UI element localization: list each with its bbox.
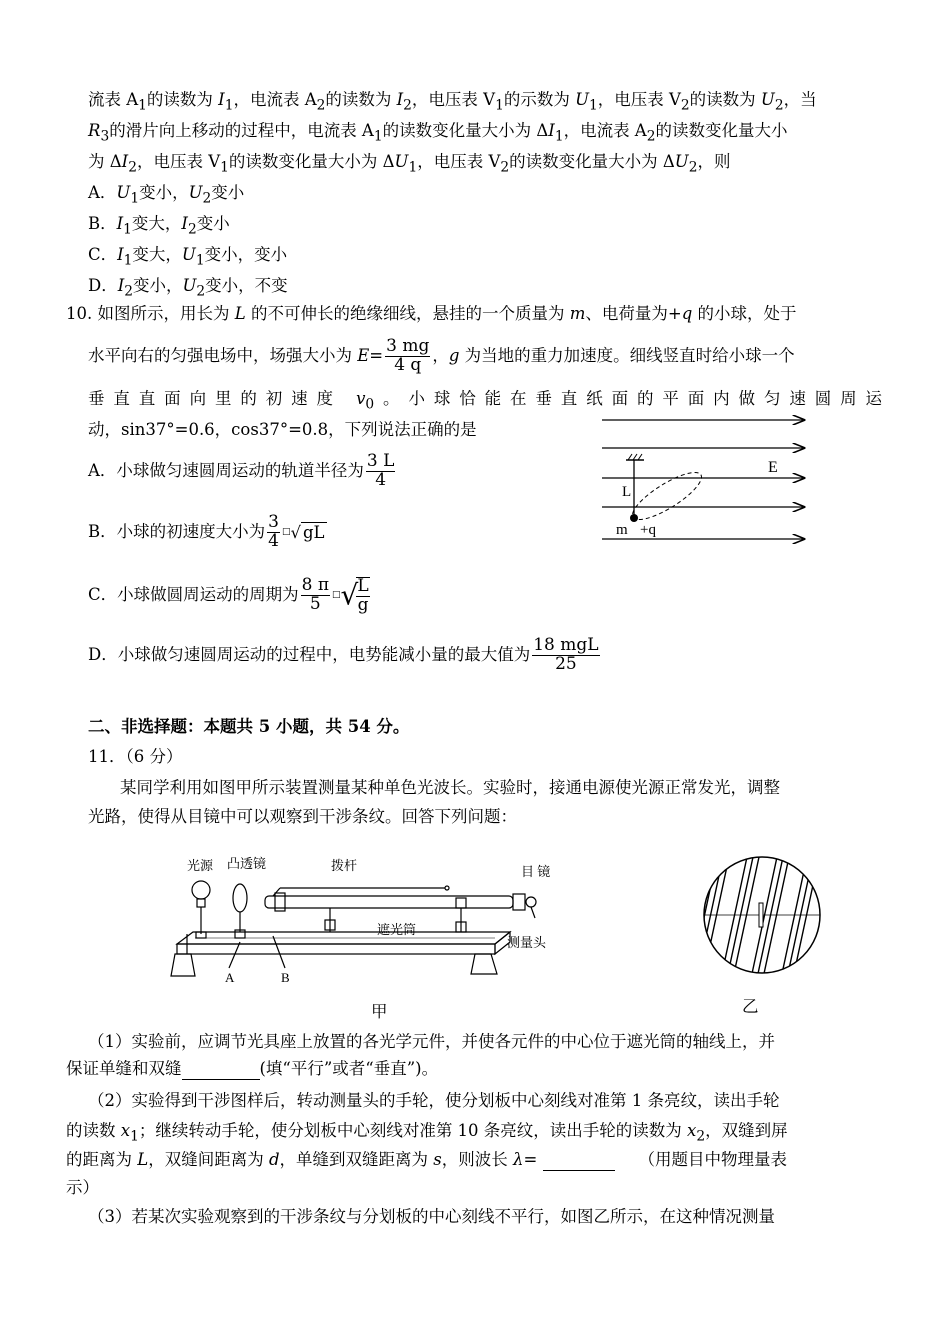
sqrt-l-over-g: √ $\frac{L}{g}$ — [340, 575, 369, 615]
q9-option-b: B．$I_1$变大，$I_2$变小 — [88, 214, 230, 238]
q11-part1-line2: 保证单缝和双缝 (填“平行”或者“垂直”)。 — [66, 1059, 439, 1078]
q10-option-b: B．小球的初速度大小为 $\frac{3}{4}$ □√ gL — [88, 508, 327, 557]
orbit-ellipse — [627, 465, 708, 528]
convex-lens — [233, 884, 247, 938]
interference-fringe-figure — [700, 853, 824, 977]
label-q: +q — [640, 522, 656, 538]
q11-title: 11．（6 分） — [88, 747, 183, 766]
label-eyepiece: 目 镜 — [521, 864, 551, 879]
answer-blank-1[interactable] — [182, 1061, 260, 1080]
q10-option-a: A．小球做匀速圆周运动的轨道半径为 $\frac{3 L}{4}$ — [88, 451, 395, 490]
q11-intro-1: 某同学利用如图甲所示装置测量某种单色光波长。实验时，接通电源使光源正常发光，调整 — [120, 778, 780, 797]
q11-part2-line4: 示） — [66, 1178, 99, 1197]
period-fraction: $\frac{8 \pi}{5}$ — [301, 575, 330, 614]
optical-bench — [171, 932, 510, 976]
label-a: A — [225, 970, 235, 985]
q9-option-d: D．$I_2$变小，$U_2$变小，不变 — [88, 276, 288, 300]
q11-intro-2: 光路，使得从目镜中可以观察到干涉条纹。回答下列问题： — [88, 807, 517, 826]
label-e: E — [768, 459, 778, 476]
figure-yi-caption: 乙 — [742, 997, 759, 1016]
q11-part1-line1: （1）实验前，应调节光具座上放置的各光学元件，并使各元件的中心位于遮光筒的轴线上，并 — [88, 1032, 775, 1051]
label-convex-lens: 凸透镜 — [227, 856, 267, 871]
q9-line-1: 流表 $A_1$的读数为 $I_1$，电流表 $A_2$的读数为 $I_2$，电压表 $V_1$的示数为 $U_1$，电压表 $V_2$的读数为 $U_2$，当 — [88, 90, 817, 114]
section-2-heading: 二、非选择题：本题共 5 小题，共 54 分。 — [88, 717, 410, 736]
energy-fraction: $\frac{\text{18 mgL}}{25}$ — [533, 635, 599, 674]
answer-blank-2[interactable] — [543, 1152, 615, 1171]
q10-line-4: 动，sin37°=0.6，cos37°=0.8，下列说法正确的是 — [88, 420, 477, 439]
label-b: B — [281, 970, 290, 985]
ceiling-support — [626, 454, 644, 460]
light-bulb — [192, 881, 210, 938]
q9-line-2: $R_3$的滑片向上移动的过程中，电流表 $A_1$的读数变化量大小为 $\Delta I_1$，电流表 $A_2$的读数变化量大小 — [88, 121, 788, 145]
label-m: m — [616, 522, 628, 538]
figure-jia-caption: 甲 — [371, 1002, 388, 1021]
field-strength-fraction: $\frac{3 mg}{4 q}$ — [386, 336, 430, 375]
q10-option-d: D．小球做匀速圆周运动的过程中，电势能减小量的最大值为 $\frac{\text{18 mgL}}{25}$ — [88, 635, 599, 674]
q10-line-2: 水平向右的匀强电场中，场强大小为 E= $\frac{3 mg}{4 q}$ ，g 为当地的重力加速度。细线竖直时给小球一个 — [88, 336, 795, 375]
radius-fraction: $\frac{3 L}{4}$ — [366, 451, 395, 490]
q11-part2-line1: （2）实验得到干涉图样后，转动测量头的手轮，使分划板中心刻线对准第 1 条亮纹，读出手轮 — [88, 1091, 780, 1110]
label-lever: 拨杆 — [331, 858, 358, 873]
charged-ball — [630, 514, 638, 522]
speed-fraction: $\frac{3}{4}$ — [268, 512, 279, 551]
electric-field-diagram — [600, 408, 812, 550]
q9-option-a: A．$U_1$变小，$U_2$变小 — [88, 183, 245, 207]
q10-option-c: C．小球做圆周运动的周期为 $\frac{8 \pi}{5}$ □√ $\frac{L}{g}$ — [88, 566, 372, 625]
q10-line-3: 垂直直面向里的初速度 $v_0$。小球恰能在垂直纸面的平面内做匀速圆周运 — [88, 389, 883, 413]
label-light-source: 光源 — [187, 858, 214, 873]
q11-part2-line2: 的读数 $x_1$；继续转动手轮，使分划板中心刻线对准第 10 条亮纹，读出手轮的读数为 $x_2$，双缝到屏 — [66, 1121, 788, 1145]
label-light-tube: 遮光筒 — [377, 922, 417, 937]
sqrt-gl: √ gL — [290, 522, 325, 542]
q11-part2-line3: 的距离为 L，双缝间距离为 d，单缝到双缝距离为 s，则波长 λ= （用题目中物理量表 — [66, 1150, 788, 1169]
q9-line-3: 为 $\Delta I_2$，电压表 $V_1$的读数变化量大小为 $\Delta U_1$，电压表 $V_2$的读数变化量大小为 $\Delta U_2$，则 — [88, 152, 731, 176]
q10-line-1: 10. 如图所示，用长为 L 的不可伸长的绝缘细线，悬挂的一个质量为 m、电荷量为+q 的小球，处于 — [66, 304, 797, 323]
label-measuring-head: 测量头 — [507, 935, 547, 950]
double-slit-apparatus-figure — [165, 846, 585, 1018]
label-l: L — [622, 484, 632, 500]
fringe-pattern — [700, 853, 824, 977]
q11-part3-line1: （3）若某次实验观察到的干涉条纹与分划板的中心刻线不平行，如图乙所示，在这种情况测量 — [88, 1207, 775, 1226]
q9-option-c: C．$I_1$变大，$U_1$变小，变小 — [88, 245, 288, 269]
